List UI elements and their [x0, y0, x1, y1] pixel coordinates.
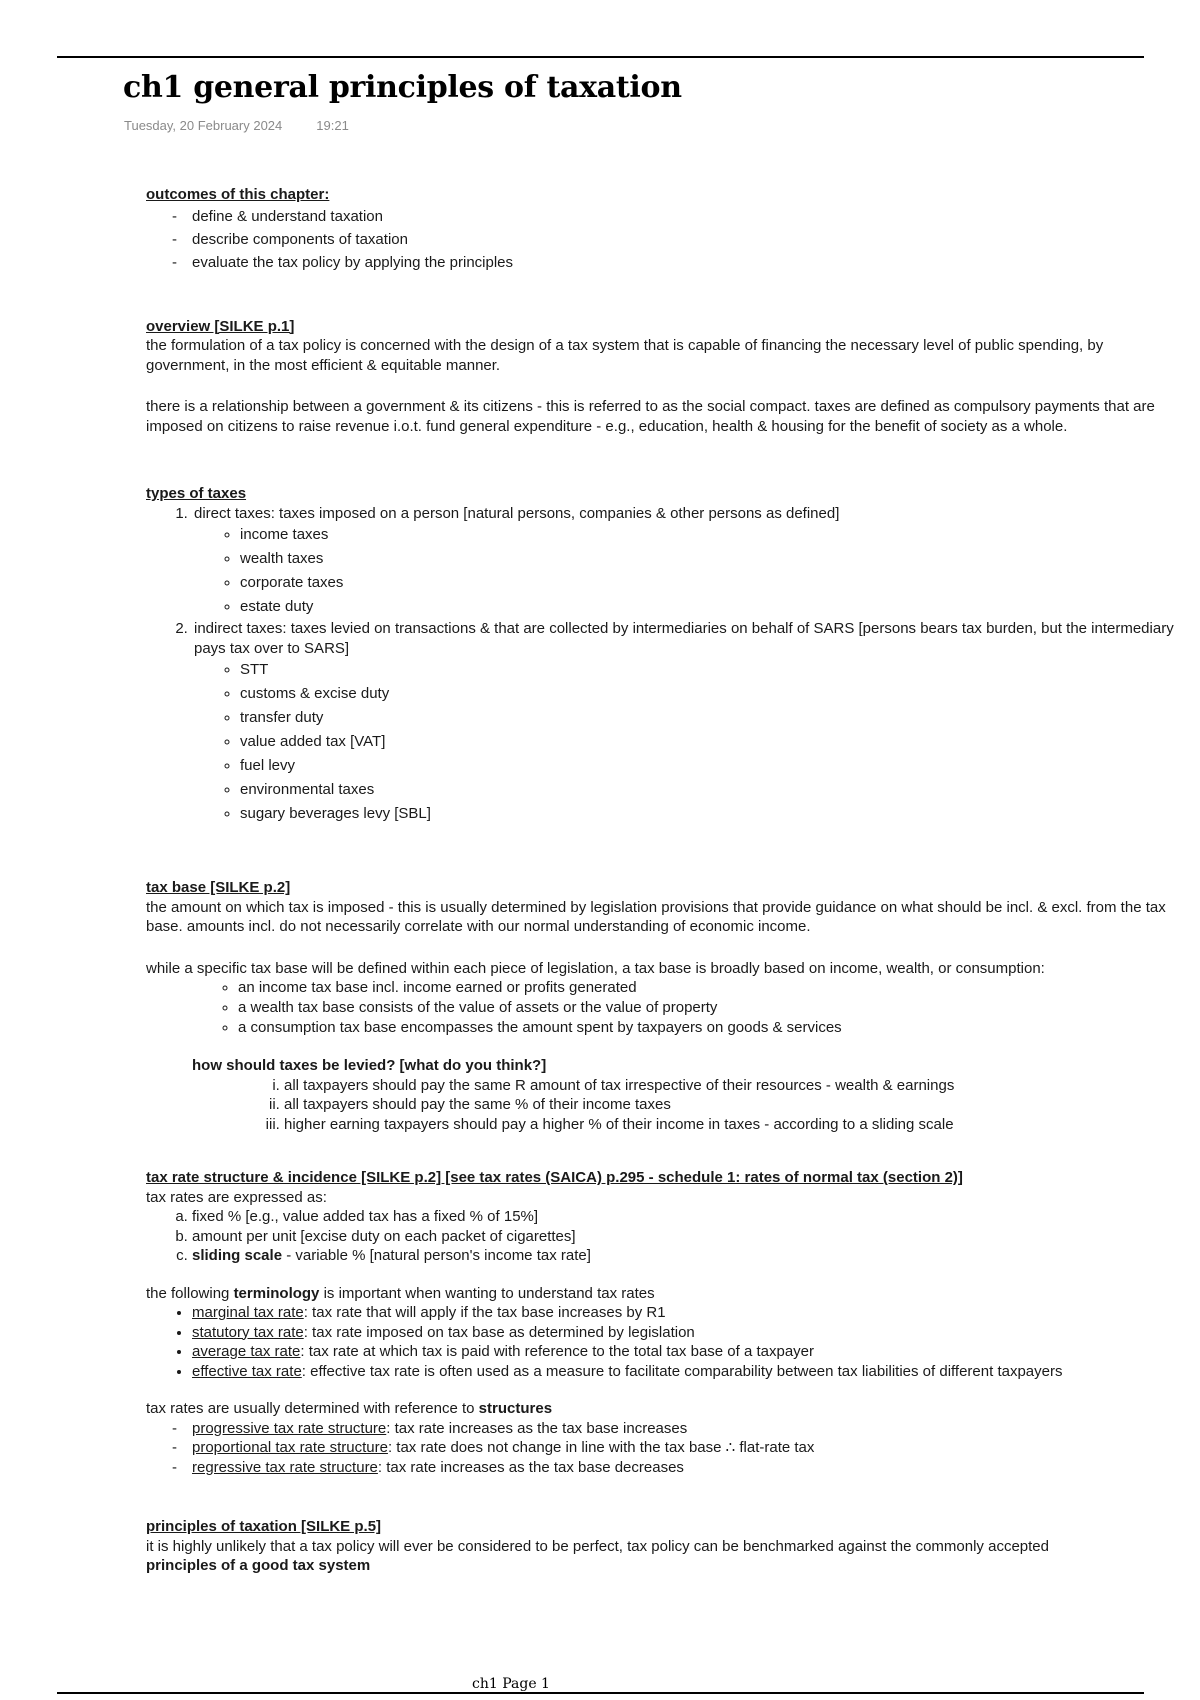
list-item: b. amount per unit [excise duty on each packet of cigarettes]	[192, 1227, 1186, 1247]
page-title: ch1 general principles of taxation	[123, 70, 682, 105]
principles-bold-text: principles of a good tax system	[146, 1557, 371, 1574]
structures-list	[146, 1419, 1186, 1478]
levy-options-list	[146, 1076, 1186, 1135]
list-item: ◦ income taxes	[240, 523, 1186, 547]
taxbase-paragraph-2: while a specific tax base will be defined within each piece of legislation, a tax base is broadly based on income, wealth, or consumption:	[146, 959, 1045, 977]
list-item: - progressive tax rate structure: tax rate increases as the tax base increases	[192, 1419, 1186, 1439]
list-item: ii. all taxpayers should pay the same % of their income taxes	[284, 1095, 1186, 1115]
list-item: ◦ STT	[240, 658, 1186, 682]
list-item: ◦ environmental taxes	[240, 778, 1186, 802]
list-item: - regressive tax rate structure: tax rate increases as the tax base decreases	[192, 1458, 1186, 1478]
page-footer: ch1 Page 1	[472, 1676, 550, 1692]
overview-paragraph-1: the formulation of a tax policy is concerned with the design of a tax system that is capable of financing the necessary level of public spending, by government, in the most efficient & equitable manner.	[146, 337, 1104, 374]
outcomes-list	[146, 205, 1186, 274]
list-item: ◦ customs & excise duty	[240, 682, 1186, 706]
list-item: • effective tax rate: effective tax rate is often used as a measure to facilitate comparability between tax liabilities of different taxpayers	[192, 1362, 1186, 1382]
list-item: ◦ a wealth tax base consists of the value of assets or the value of property	[238, 998, 1186, 1018]
rates-intro: tax rates are expressed as:	[146, 1188, 327, 1206]
types-heading: types of taxes	[146, 485, 247, 502]
list-item: ◦ an income tax base incl. income earned or profits generated	[238, 978, 1186, 998]
list-item: • statutory tax rate: tax rate imposed on tax base as determined by legislation	[192, 1323, 1186, 1343]
list-item: ◦ transfer duty	[240, 706, 1186, 730]
list-item: ◦ fuel levy	[240, 754, 1186, 778]
list-item: - define & understand taxation	[192, 205, 1186, 228]
bottom-rule	[57, 1692, 1144, 1694]
list-item: ◦ wealth taxes	[240, 547, 1186, 571]
principles-paragraph: it is highly unlikely that a tax policy will ever be considered to be perfect, tax policy can be benchmarked against the commonly accepted	[146, 1537, 1049, 1555]
note-body	[146, 185, 1186, 1576]
list-item: - describe components of taxation	[192, 228, 1186, 251]
outcomes-heading: outcomes of this chapter:	[146, 186, 330, 203]
list-item: ◦ corporate taxes	[240, 571, 1186, 595]
structures-intro: tax rates are usually determined with reference to structures	[146, 1400, 553, 1417]
taxbase-list	[146, 978, 1186, 1038]
overview-paragraph-2: there is a relationship between a government & its citizens - this is referred to as the social compact. taxes are defined as compulsory payments that are imposed on citizens to raise revenue i.o.t. fund general expenditure - e.g., education, health & housing for the benefit of society as a whole.	[146, 398, 1155, 435]
overview-heading: overview [SILKE p.1]	[146, 317, 295, 335]
terminology-intro: the following terminology is important when wanting to understand tax rates	[146, 1284, 655, 1302]
indirect-taxes-item	[192, 619, 1186, 826]
indirect-taxes-label: indirect taxes: taxes levied on transactions & that are collected by intermediaries on behalf of SARS [persons bears tax burden, but the intermediary pays tax over to SARS]	[194, 620, 1174, 657]
list-item: - evaluate the tax policy by applying the principles	[192, 251, 1186, 274]
principles-heading: principles of taxation [SILKE p.5]	[146, 1518, 382, 1535]
list-item: ◦ estate duty	[240, 595, 1186, 619]
list-item: ◦ a consumption tax base encompasses the amount spent by taxpayers on goods & services	[238, 1018, 1186, 1038]
rates-expressed-list	[146, 1207, 1186, 1266]
time-text: 19:21	[316, 118, 349, 133]
top-rule	[57, 56, 1144, 58]
date-text: Tuesday, 20 February 2024	[124, 118, 283, 133]
list-item: iii. higher earning taxpayers should pay a higher % of their income in taxes - according to a sliding scale	[284, 1115, 1186, 1135]
list-item: • marginal tax rate: tax rate that will apply if the tax base increases by R1	[192, 1303, 1186, 1323]
list-item: - proportional tax rate structure: tax rate does not change in line with the tax base ∴ flat-rate tax	[192, 1438, 1186, 1458]
indirect-taxes-list	[194, 658, 1186, 826]
levy-question-heading: how should taxes be levied? [what do you think?]	[192, 1057, 547, 1074]
types-list	[146, 504, 1186, 827]
list-item: ◦ value added tax [VAT]	[240, 730, 1186, 754]
rates-heading: tax rate structure & incidence [SILKE p.2] [see tax rates (SAICA) p.295 - schedule 1: rates of normal tax (section 2)]	[146, 1169, 963, 1186]
direct-taxes-item	[192, 504, 1186, 620]
taxbase-heading: tax base [SILKE p.2]	[146, 879, 291, 896]
list-item: • average tax rate: tax rate at which tax is paid with reference to the total tax base of a taxpayer	[192, 1342, 1186, 1362]
direct-taxes-label: direct taxes: taxes imposed on a person [natural persons, companies & other persons as defined]	[194, 504, 840, 522]
list-item: ◦ sugary beverages levy [SBL]	[240, 802, 1186, 826]
list-item: i. all taxpayers should pay the same R amount of tax irrespective of their resources - wealth & earnings	[284, 1076, 1186, 1096]
list-item: c. sliding scale - variable % [natural person's income tax rate]	[192, 1246, 1186, 1266]
list-item: a. fixed % [e.g., value added tax has a fixed % of 15%]	[192, 1207, 1186, 1227]
taxbase-paragraph-1: the amount on which tax is imposed - this is usually determined by legislation provisions that provide guidance on what should be incl. & excl. from the tax base. amounts incl. do not necessarily correlate with our normal understanding of economic income.	[146, 898, 1166, 935]
timestamp	[124, 118, 349, 133]
direct-taxes-list	[194, 523, 1186, 619]
terminology-list	[146, 1303, 1186, 1381]
